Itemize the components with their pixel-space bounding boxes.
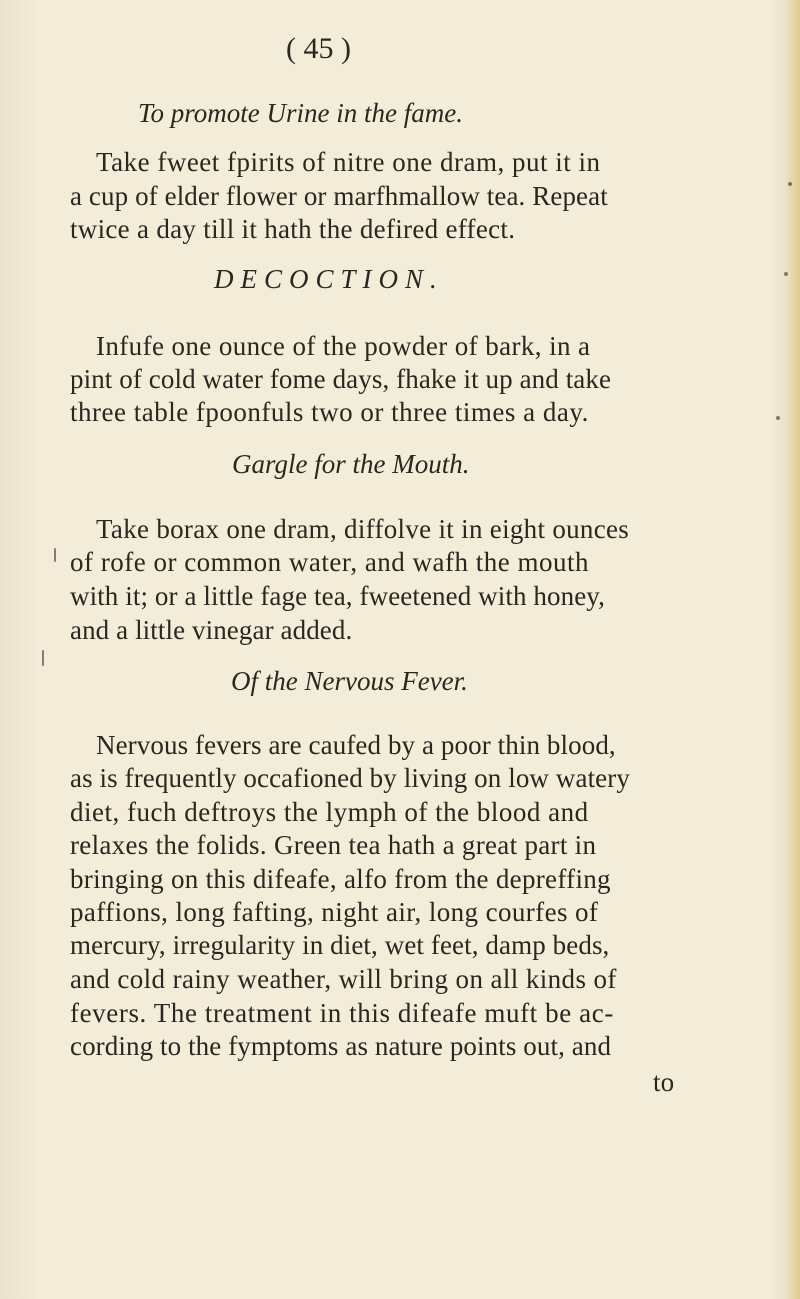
text-line: cording to the fymptoms as nature points out, and xyxy=(70,1031,612,1061)
section-heading-nervous-fever: Of the Nervous Fever. xyxy=(231,666,468,696)
text-line: pint of cold water fome days, fhake it up and take xyxy=(70,364,612,394)
section-heading-decoction: DECOCTION. xyxy=(214,264,444,294)
margin-mark xyxy=(42,650,44,666)
text-line: Take fweet fpirits of nitre one dram, put it in xyxy=(96,147,601,177)
text-line: as is frequently occafioned by living on low watery xyxy=(70,763,630,793)
text-line: of rofe or common water, and wafh the mouth xyxy=(70,547,590,577)
text-line: and cold rainy weather, will bring on all kinds of xyxy=(70,964,617,994)
text-line: diet, fuch deftroys the lymph of the blood and xyxy=(70,797,589,827)
text-line: bringing on this difeafe, alfo from the depreffing xyxy=(70,864,611,894)
text-line: three table fpoonfuls two or three times a day. xyxy=(70,397,589,427)
text-line: fevers. The treatment in this difeafe muft be ac- xyxy=(70,998,614,1028)
text-line: paffions, long fafting, night air, long courfes of xyxy=(70,897,599,927)
text-line: Take borax one dram, diffolve it in eight ounces xyxy=(96,514,630,544)
page-edge xyxy=(786,0,800,1299)
text-line: with it; or a little fage tea, fweetened with honey, xyxy=(70,581,606,611)
ink-spot xyxy=(776,416,780,420)
section-heading-urine: To promote Urine in the fame. xyxy=(138,98,463,128)
ink-spot xyxy=(784,272,788,276)
text-line: a cup of elder flower or marfhmallow tea. Repeat xyxy=(70,181,608,211)
text-line: and a little vinegar added. xyxy=(70,615,353,645)
text-line: mercury, irregularity in diet, wet feet, damp beds, xyxy=(70,930,610,960)
text-line: relaxes the folids. Green tea hath a great part in xyxy=(70,830,597,860)
page-number: ( 45 ) xyxy=(286,32,351,65)
text-line: Nervous fevers are caufed by a poor thin blood, xyxy=(96,730,616,760)
catchword: to xyxy=(653,1067,675,1097)
margin-mark xyxy=(54,548,56,562)
text-line: Infufe one ounce of the powder of bark, in a xyxy=(96,331,591,361)
text-line: twice a day till it hath the defired effect. xyxy=(70,214,516,244)
ink-spot xyxy=(788,182,792,186)
section-heading-gargle: Gargle for the Mouth. xyxy=(232,449,470,479)
